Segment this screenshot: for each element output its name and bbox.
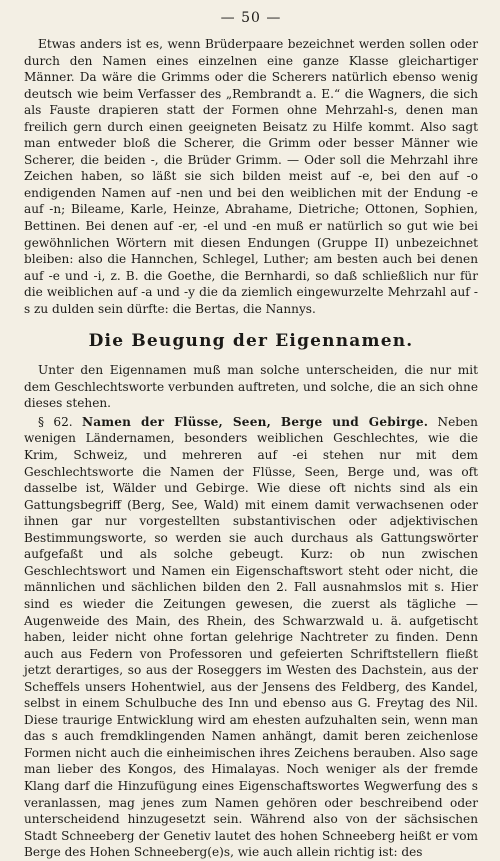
section-title: Die Beugung der Eigennamen. [88, 331, 414, 352]
paragraph-section-62 [24, 414, 478, 861]
paragraph-plural-names: Etwas anders ist es, wenn Brüderpaare bezeichnet werden sollen oder durch den Namen eines einzelnen eine ganze Klasse gleichartiger Männer. Da wäre die Grimms oder die Scherers natürlich ebenso wenig deutsch wie beim Verfasser des „Rembrandt a. E.“ die Wagners, die sich als Fauste drapieren statt der Formen ohne Mehrzahl-s, denen man freilich gern durch einen geeigneten Beisatz zu Hilfe kommt. Also sagt man entweder bloß die Scherer, die Grimm oder besser Männer wie Scherer, die beiden -, die Brüder Grimm. — Oder soll die Mehrzahl ihre Zeichen haben, so läßt sie sich bilden meist auf -e, bei den auf -o endigenden Namen auf -nen und bei den weiblichen mit der Endung -e auf -n; Bileame, Karle, Heinze, Abrahame, Dietriche; Ottonen, Sophien, Bettinen. Bei denen auf -er, -el und -en muß er natürlich so gut wie bei gewöhnlichen Wörtern mit diesen Endungen (Gruppe II) unbezeichnet bleiben: also die Hannchen, Schlegel, Luther; am besten auch bei denen auf -e und -i, z. B. die Goethe, die Bernhardi, so daß schließlich nur für die weiblichen auf -a und -y die da ziemlich eingewurzelte Mehrzahl auf -s zu dulden sein dürfte: die Bertas, die Nannys. [24, 37, 478, 316]
section-body: Neben wenigen Ländernamen, besonders weiblichen Geschlechtes, wie die Krim, Schweiz, und mehreren auf -ei stehen nur mit dem Geschlechtsworte die Namen der Flüsse, Seen, Berge und, was oft dasselbe ist, Wälder und Gebirge. Wie diese oft nichts sind als ein Gattungsbegriff (Berg, See, Wald) mit einem damit verwachsenen oder ihnen gar nur vorgestellten substantivischen oder adjektivischen Bestimmungsworte, so werden sie auch durchaus als Gattungswörter aufgefaßt und als solche gebeugt. Kurz: ob nun zwischen Geschlechtswort und Namen ein Eigenschaftswort steht oder nicht, die männlichen und sächlichen bilden den 2. Fall ausnahmslos mit s. Hier sind es wieder die Zeitungen gewesen, die zuerst als tägliche — Augenweide des Main, des Rhein, des Schwarzwald u. ä. aufgetischt haben, leider nicht ohne fortan gelehrige Nachtreter zu finden. Denn auch aus Federn von Professoren und gefeierten Schriftstellern fließt jetzt derartiges, so aus der Roseggers im Westen des Dachstein, aus der Scheffels unsers Hohentwiel, aus der Jensens des Feldberg, des Kandel, selbst in einem Schulbuche des Inn und ebenso aus G. Freytag des Nil. Diese traurige Entwicklung wird am ehesten aufzuhalten sein, wenn man das s auch fremdklingenden Namen anhängt, damit beren zeichenlose Formen nicht auch die einheimischen ihres Zeichens berauben. Also sage man lieber des Kongos, des Himalayas. Noch weniger als der fremde Klang darf die Hinzufügung eines Eigenschaftswortes Wegwerfung des s veranlassen, mag jenes zum Namen gehören oder beschreibend oder unterscheidend hinzugesetzt sein. Während also von der sächsischen Stadt Schneeberg der Genetiv lautet des hohen Schneeberg heißt er vom Berge des Hohen Schneeberg(e)s, wie auch allein richtig ist: des [24, 414, 478, 860]
section-heading: Namen der Flüsse, Seen, Berge und Gebirge. [81, 414, 429, 429]
section-number: § 62. [38, 414, 73, 429]
page-number: — 50 — [220, 10, 282, 26]
paragraph-intro: Unter den Eigennamen muß man solche unterscheiden, die nur mit dem Geschlechtsworte verbunden auftreten, und solche, die an sich ohne dieses stehen. [24, 363, 478, 411]
